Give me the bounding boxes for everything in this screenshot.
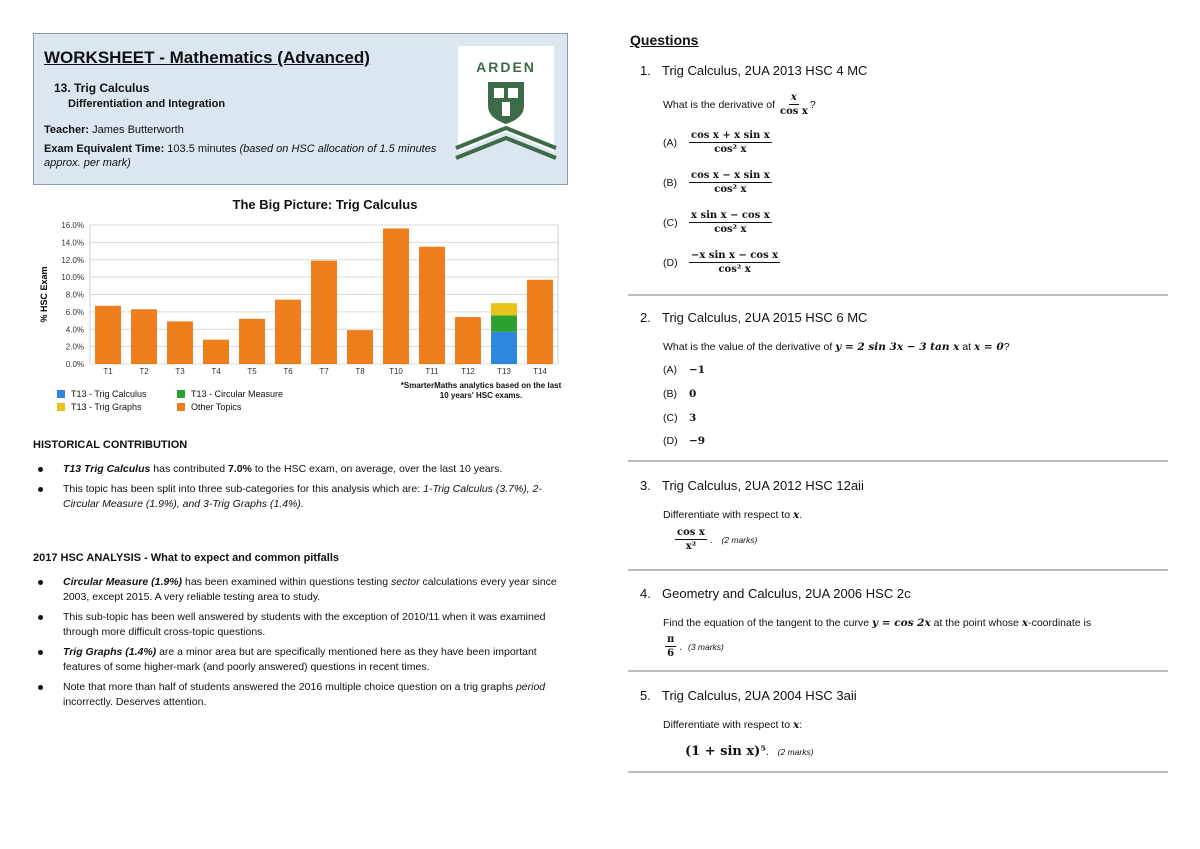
question-text: What is the value of the derivative of — [663, 341, 833, 353]
bar-t11-s3 — [419, 247, 445, 364]
text: This sub-topic has been well answered by students with the exception of 2010/11 when it was examined through more difficult cross-topic questions. — [63, 611, 546, 638]
denominator: cos² x — [714, 144, 747, 155]
option-value: 0 — [689, 388, 697, 400]
fraction — [689, 130, 772, 155]
x-tick-label: T13 — [497, 367, 511, 376]
arden-logo — [452, 44, 560, 162]
option-a[interactable] — [663, 130, 772, 155]
option-label: (A) — [663, 364, 677, 376]
analysis-list — [33, 575, 573, 715]
bar-t12-s3 — [455, 317, 481, 364]
divider — [628, 771, 1168, 773]
divider — [628, 670, 1168, 672]
y-tick-label: 2.0% — [65, 342, 84, 352]
option-c[interactable] — [663, 210, 772, 235]
question-4-title — [640, 586, 911, 601]
historical-heading: HISTORICAL CONTRIBUTION — [33, 439, 188, 451]
text-italic: sector — [391, 576, 420, 588]
question-number: 3. — [640, 478, 651, 493]
punctuation: ? — [809, 98, 816, 111]
option-d[interactable] — [663, 435, 705, 447]
topic-name: T13 Trig Calculus — [63, 463, 151, 475]
option-value: −9 — [689, 435, 706, 447]
option-label: (D) — [663, 435, 678, 447]
option-label: (A) — [663, 136, 677, 149]
option-label: (D) — [663, 256, 678, 269]
chart-footnote: *SmarterMaths analytics based on the last 10 years' HSC exams. — [400, 381, 562, 400]
question-text: at the point whose — [933, 617, 1019, 629]
topic-bar-chart — [33, 215, 568, 385]
y-tick-label: 4.0% — [65, 325, 84, 335]
x-tick-label: T10 — [389, 367, 403, 376]
math-expression: (1 + sin x)⁵ — [685, 744, 766, 759]
bar-t5-s3 — [239, 319, 265, 364]
fraction — [689, 210, 772, 235]
question-number: 5. — [640, 688, 651, 703]
bar-t14-s3 — [527, 280, 553, 364]
numerator: cos x — [677, 527, 705, 538]
denominator: x² — [685, 541, 697, 552]
bar-t4-s3 — [203, 340, 229, 364]
punctuation: ? — [1003, 341, 1010, 353]
y-axis-label: % HSC Exam — [39, 266, 49, 323]
x-tick-label: T11 — [425, 367, 439, 376]
numerator: −x sin x − cos x — [691, 250, 779, 261]
percentage: 7.0% — [227, 463, 252, 475]
math-variable: x — [792, 719, 800, 731]
question-source: Geometry and Calculus, 2UA 2006 HSC 2c — [662, 586, 911, 601]
question-3-title — [640, 478, 864, 493]
divider — [628, 460, 1168, 462]
bar-t1-s3 — [95, 306, 121, 364]
denominator: cos² x — [714, 224, 747, 235]
question-2-stem — [663, 341, 1010, 353]
x-tick-label: T14 — [533, 367, 547, 376]
bar-t13-s0 — [491, 332, 517, 364]
punctuation: : — [799, 719, 803, 731]
math-variable: x — [1021, 617, 1029, 629]
chart-title: The Big Picture: Trig Calculus — [232, 197, 418, 212]
text: calculations every year since 2003, except 2015. A very reliable testing area to study. — [63, 576, 557, 603]
question-number: 2. — [640, 310, 651, 325]
subcategory-list: 1-Trig Calculus (3.7%), 2-Circular Measure (1.9%), and 3-Trig Graphs (1.4%). — [63, 483, 542, 510]
fraction — [689, 250, 780, 275]
question-text: What is the derivative of — [663, 98, 776, 111]
legend-item-trig-graphs — [57, 402, 142, 412]
math-expression: x = 0 — [974, 341, 1004, 353]
math-variable: x — [792, 509, 800, 521]
y-tick-label: 16.0% — [61, 221, 84, 230]
numerator: π — [667, 634, 675, 645]
worksheet-title: WORKSHEET - Mathematics (Advanced) — [44, 48, 370, 67]
denominator: 6 — [667, 648, 675, 659]
x-tick-label: T12 — [461, 367, 475, 376]
teacher-line — [44, 124, 184, 136]
numerator: x sin x − cos x — [691, 210, 770, 221]
fraction — [675, 527, 707, 552]
question-3-stem — [663, 509, 802, 521]
question-5-stem — [663, 719, 802, 731]
option-label: (C) — [663, 412, 678, 424]
legend-item-trig-calculus — [57, 389, 147, 399]
logo-text: ARDEN — [476, 59, 536, 75]
text: are a minor area but are specifically mentioned here as they have been important features of some higher-mark (and poorly answered) questions in recent times. — [63, 646, 537, 673]
option-c[interactable] — [663, 412, 696, 424]
math-expression: y = 2 sin 3x − 3 tan x — [835, 341, 960, 353]
question-text: at — [962, 341, 972, 353]
x-tick-label: T1 — [103, 367, 113, 376]
text: has contributed — [150, 463, 228, 475]
legend-swatch — [177, 390, 185, 398]
text-italic: period — [515, 681, 546, 693]
bar-t13-s2 — [491, 303, 517, 315]
questions-heading: Questions — [630, 32, 699, 48]
option-value: 3 — [689, 412, 697, 424]
legend-label: T13 - Trig Calculus — [71, 389, 147, 399]
question-2-title — [640, 310, 867, 325]
option-label: (C) — [663, 216, 678, 229]
x-tick-label: T7 — [319, 367, 329, 376]
topic-subtitle: Differentiation and Integration — [68, 98, 226, 110]
question-source: Trig Calculus, 2UA 2015 HSC 6 MC — [662, 310, 868, 325]
topic-name: Trig Graphs (1.4%) — [63, 646, 157, 658]
legend-swatch — [57, 403, 65, 411]
text: This topic has been split into three sub-categories for this analysis which are: — [63, 483, 424, 495]
exam-time-line — [44, 142, 444, 170]
x-tick-label: T3 — [175, 367, 185, 376]
numerator: cos x − x sin x — [691, 170, 770, 181]
y-tick-label: 6.0% — [65, 307, 84, 317]
bar-t6-s3 — [275, 300, 301, 364]
question-1-stem — [663, 92, 816, 117]
list-item — [33, 462, 573, 477]
text: has been examined within questions testing — [182, 576, 392, 588]
text: Note that more than half of students answered the 2016 multiple choice question on a trig graphs — [63, 681, 516, 693]
y-tick-label: 14.0% — [61, 238, 84, 248]
question-number: 4. — [640, 586, 651, 601]
question-source: Trig Calculus, 2UA 2004 HSC 3aii — [662, 688, 857, 703]
question-number: 1. — [640, 63, 651, 78]
x-tick-label: T5 — [247, 367, 257, 376]
legend-label: T13 - Circular Measure — [191, 389, 284, 399]
question-text: -coordinate is — [1028, 617, 1092, 629]
numerator: cos x + x sin x — [691, 130, 770, 141]
x-tick-label: T2 — [139, 367, 149, 376]
marks-label: (3 marks) — [688, 641, 724, 652]
x-tick-label: T4 — [211, 367, 221, 376]
list-item — [33, 482, 573, 512]
y-tick-label: 0.0% — [65, 360, 84, 369]
question-1-title — [640, 63, 867, 78]
question-source: Trig Calculus, 2UA 2012 HSC 12aii — [662, 478, 864, 493]
exam-time-value: 103.5 minutes — [167, 143, 237, 155]
bar-t7-s3 — [311, 261, 337, 364]
y-tick-label: 12.0% — [61, 255, 84, 265]
topic-name: Circular Measure (1.9%) — [63, 576, 183, 588]
question-5-expression: (1 + sin x)⁵ . (2 marks) — [685, 744, 814, 759]
bar-t8-s3 — [347, 330, 373, 364]
legend-label: T13 - Trig Graphs — [71, 402, 142, 412]
option-label: (B) — [663, 176, 677, 189]
numerator: x — [790, 92, 797, 103]
fraction — [778, 92, 810, 117]
option-b[interactable] — [663, 170, 772, 195]
historical-list — [33, 462, 573, 517]
y-tick-label: 10.0% — [61, 273, 84, 283]
bar-t13-s1 — [491, 315, 517, 332]
exam-time-note: (based on HSC allocation of 1.5 minutes approx. per mark) — [44, 143, 437, 169]
marks-label: (2 marks) — [721, 534, 758, 545]
math-expression: y = cos 2x — [871, 617, 931, 629]
fraction — [665, 634, 676, 659]
legend-item-other-topics — [177, 402, 241, 412]
bar-t10-s3 — [383, 228, 409, 364]
text: incorrectly. Deserves attention. — [63, 696, 207, 708]
list-item — [33, 645, 573, 675]
option-value: −1 — [689, 364, 706, 376]
question-text: Find the equation of the tangent to the curve — [663, 617, 870, 629]
bar-t2-s3 — [131, 309, 157, 364]
topic-title: 13. Trig Calculus — [54, 81, 150, 95]
denominator: cos² x — [718, 264, 751, 275]
y-tick-label: 8.0% — [65, 290, 84, 300]
divider — [628, 294, 1168, 296]
denominator: cos² x — [714, 184, 747, 195]
option-a[interactable] — [663, 364, 705, 376]
option-d[interactable] — [663, 250, 780, 275]
exam-time-label: Exam Equivalent Time: — [44, 143, 165, 155]
denominator: cos x — [779, 106, 808, 117]
legend-swatch — [177, 403, 185, 411]
x-tick-label: T8 — [355, 367, 365, 376]
legend-swatch — [57, 390, 65, 398]
punctuation: . — [799, 509, 803, 521]
list-item — [33, 610, 573, 640]
legend-item-circular-measure — [177, 389, 283, 399]
teacher-name: James Butterworth — [92, 124, 184, 136]
analysis-heading: 2017 HSC ANALYSIS - What to expect and common pitfalls — [33, 552, 340, 564]
question-4-expression: $\frac{\pi}{6}$ . (3 marks) — [667, 634, 724, 659]
question-text: Differentiate with respect to — [663, 509, 791, 521]
question-3-expression: $\frac{\text{cos x}}{\text{x²}}$ . (2 marks) — [677, 527, 758, 552]
text: to the HSC exam, on average, over the last 10 years. — [251, 463, 503, 475]
legend-label: Other Topics — [191, 402, 242, 412]
fraction — [689, 170, 772, 195]
list-item — [33, 680, 573, 710]
option-label: (B) — [663, 388, 677, 400]
worksheet-header — [33, 33, 568, 185]
divider — [628, 569, 1168, 571]
marks-label: (2 marks) — [777, 746, 814, 757]
bar-t3-s3 — [167, 321, 193, 364]
option-b[interactable] — [663, 388, 696, 400]
question-text: Differentiate with respect to — [663, 719, 791, 731]
question-4-stem — [663, 617, 1091, 629]
list-item — [33, 575, 573, 605]
teacher-label: Teacher: — [44, 124, 90, 136]
question-5-title — [640, 688, 857, 703]
x-tick-label: T6 — [283, 367, 293, 376]
question-source: Trig Calculus, 2UA 2013 HSC 4 MC — [662, 63, 868, 78]
